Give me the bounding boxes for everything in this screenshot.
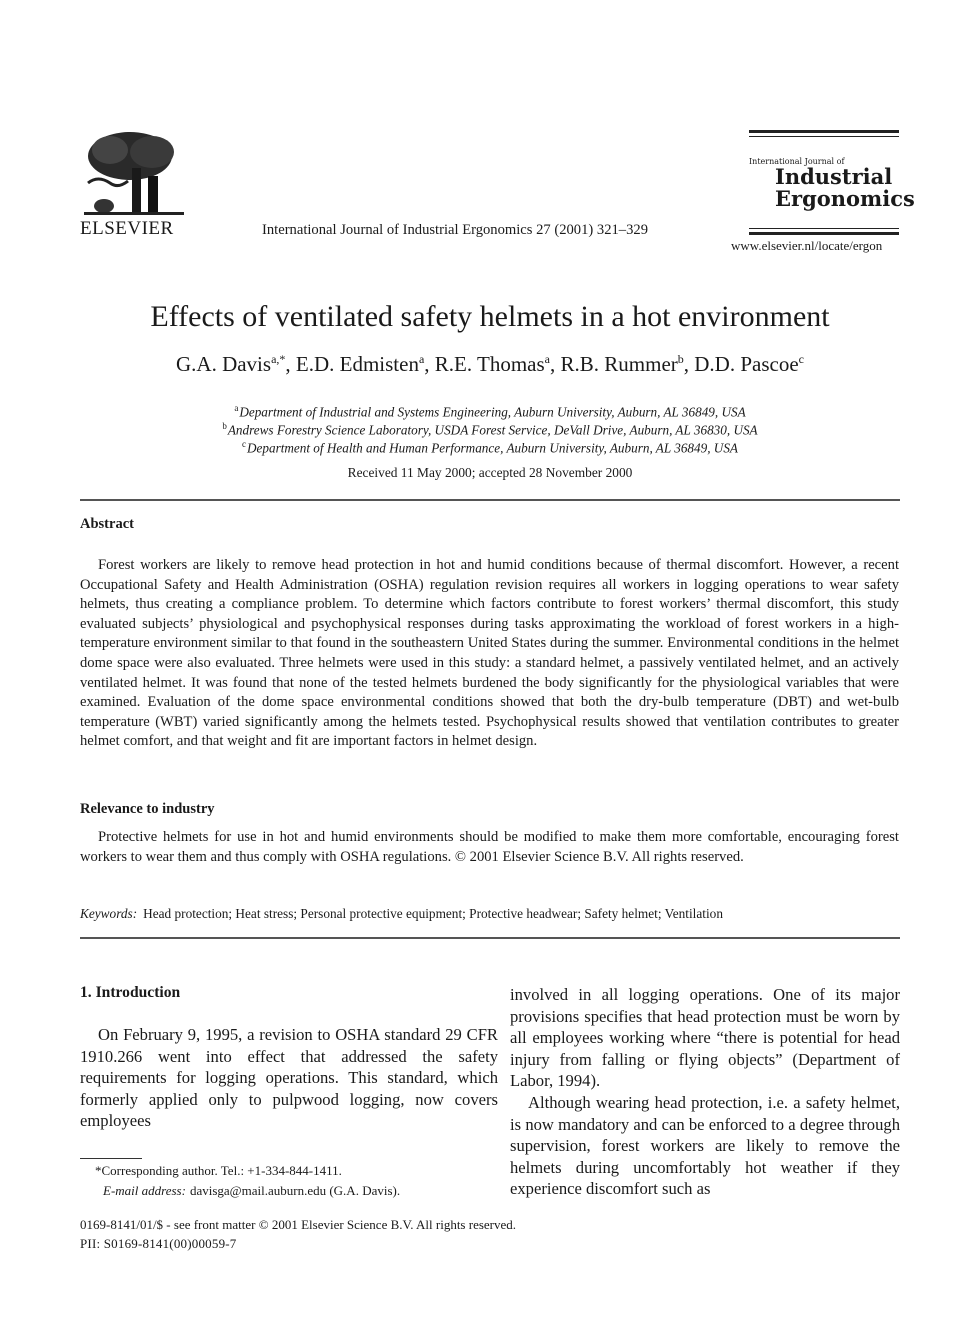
keywords — [80, 906, 723, 922]
journal-masthead — [775, 166, 915, 210]
email-address[interactable]: davisga@mail.auburn.edu (G.A. Davis). — [189, 1183, 401, 1198]
author: D.D. Pascoe — [694, 352, 799, 376]
right-column-text — [510, 984, 900, 1200]
left-column-text — [80, 1024, 498, 1132]
intro-paragraph-body: Although wearing head protection, i.e. a safety helmet, is now mandatory and can be enforced to a degree through supervision, forest workers are likely to remove the helmets during uncomfortably hot weather if they experience discomfort such as — [510, 1092, 900, 1199]
journal-url[interactable]: www.elsevier.nl/locate/ergon — [731, 238, 883, 253]
affiliation — [0, 439, 980, 456]
journal-masthead-small: International Journal of — [749, 157, 845, 166]
affiliation — [0, 403, 980, 420]
author-affiliation-mark: c — [798, 352, 804, 366]
relevance-heading: Relevance to industry — [80, 801, 215, 817]
author: G.A. Davis — [175, 352, 272, 376]
journal-rule-bottom-thin — [749, 228, 899, 229]
affiliation-text: Department of Industrial and Systems Engineering, Auburn University, Auburn, AL 36849, USA — [239, 404, 746, 420]
author-affiliation-mark: a,* — [271, 352, 286, 366]
author-affiliation-mark: a — [418, 352, 425, 366]
affiliation-text: Department of Health and Human Performance, Auburn University, Auburn, AL 36849, USA — [247, 440, 738, 456]
keywords-list: Head protection; Heat stress; Personal protective equipment; Protective headwear; Safety helmet; Ventilation — [143, 906, 723, 921]
author: E.D. Edmisten — [295, 352, 419, 376]
divider — [80, 937, 900, 939]
journal-rule-bottom-thick — [749, 232, 899, 235]
author-list: G.A. Davis$^{a,*}$, E.D. Edmisten$^a$, R.E. Thomas$^a$, R.B. Rummer$^b$, D.D. Pascoe$^c$ — [175, 352, 804, 376]
relevance-text — [80, 828, 899, 867]
publisher-name: ELSEVIER — [80, 218, 174, 239]
journal-masthead-line2: Ergonomics — [775, 186, 915, 211]
journal-rule-top-thin — [749, 136, 899, 137]
journal-citation: International Journal of Industrial Ergonomics 27 (2001) 321–329 — [262, 222, 648, 238]
abstract-body: Forest workers are likely to remove head protection in hot and humid conditions because of thermal discomfort. However, a recent Occupational Safety and Health Administration (OSHA) regulation revision requires all workers in logging operations to wear safety helmets, thus creating a compliance problem. To determine which factors contribute to forest workers’ thermal discomfort, this study evaluated subjects’ physiological and psychophysical responses during tasks approximating the workload of forest workers in a high-temperature environment similar to that found in the southeastern United States during the summer. Environmental conditions in the helmet dome space were also evaluated. Three helmets were used in this study: a standard helmet, a passively ventilated helmet, and an actively ventilated helmet. It was found that none of the tested helmets burdened the body significantly for the physiological variables that were examined. Evaluation of the dome space environmental conditions showed that both the dry-bulb temperature (DBT) and wet-bulb temperature (WBT) varied significantly among the helmets tested. Psychophysical results showed that ventilation contributes to greater helmet comfort, and that weight and fit are important factors in helmet design. — [80, 557, 899, 750]
received-dates: Received 11 May 2000; accepted 28 November 2000 — [347, 465, 633, 480]
journal-masthead-line1: Industrial — [775, 164, 893, 189]
journal-rule-top-thick — [749, 130, 899, 133]
author: R.E. Thomas — [434, 352, 545, 376]
article-title: Effects of ventilated safety helmets in a hot environment — [150, 300, 830, 333]
author-affiliation-mark: b — [677, 352, 684, 366]
author: R.B. Rummer — [560, 352, 678, 376]
affiliation-text: Andrews Forestry Science Laboratory, USDA Forest Service, DeVall Drive, Auburn, AL 36830, USA — [227, 422, 758, 438]
footnote-rule — [80, 1158, 142, 1159]
email-label: E-mail address: — [103, 1183, 186, 1198]
author-affiliation-mark: a — [544, 352, 550, 366]
affiliation-mark: b — [222, 421, 227, 431]
relevance-body: Protective helmets for use in hot and humid environments should be modified to make them more comfortable, encouraging forest workers to wear them and thus comply with OSHA regulations. © 2001 Elsevier Science B.V. All rights reserved. — [80, 829, 899, 865]
affiliation-mark: a — [234, 403, 239, 413]
abstract-text — [80, 556, 899, 752]
affiliation-mark: c — [242, 439, 247, 449]
intro-paragraph — [510, 1092, 900, 1200]
section-heading-introduction: 1. Introduction — [80, 984, 181, 1001]
intro-paragraph: On February 9, 1995, a revision to OSHA standard 29 CFR 1910.266 went into effect that addressed the safety requirements for logging operations. This standard, which formerly applied only to pulpwood logging, now covers employees — [80, 1025, 498, 1131]
keywords-label: Keywords: — [80, 906, 138, 921]
corresponding-author-footnote: *Corresponding author. Tel.: +1-334-844-1411. — [95, 1163, 342, 1178]
elsevier-tree-logo — [80, 128, 188, 220]
front-matter-notice: 0169-8141/01/$ - see front matter © 2001 Elsevier Science B.V. All rights reserved. — [80, 1217, 517, 1232]
pii-identifier: PII: S0169-8141(00)00059-7 — [80, 1236, 237, 1251]
email-footnote — [103, 1183, 400, 1199]
affiliation — [0, 421, 980, 438]
divider — [80, 499, 900, 501]
abstract-heading: Abstract — [80, 516, 134, 532]
intro-paragraph: involved in all logging operations. One of its major provisions specifies that head protection must be worn by all employees working where “there is potential for head injury from falling or flying objects” (Department of Labor, 1994). — [510, 985, 900, 1091]
